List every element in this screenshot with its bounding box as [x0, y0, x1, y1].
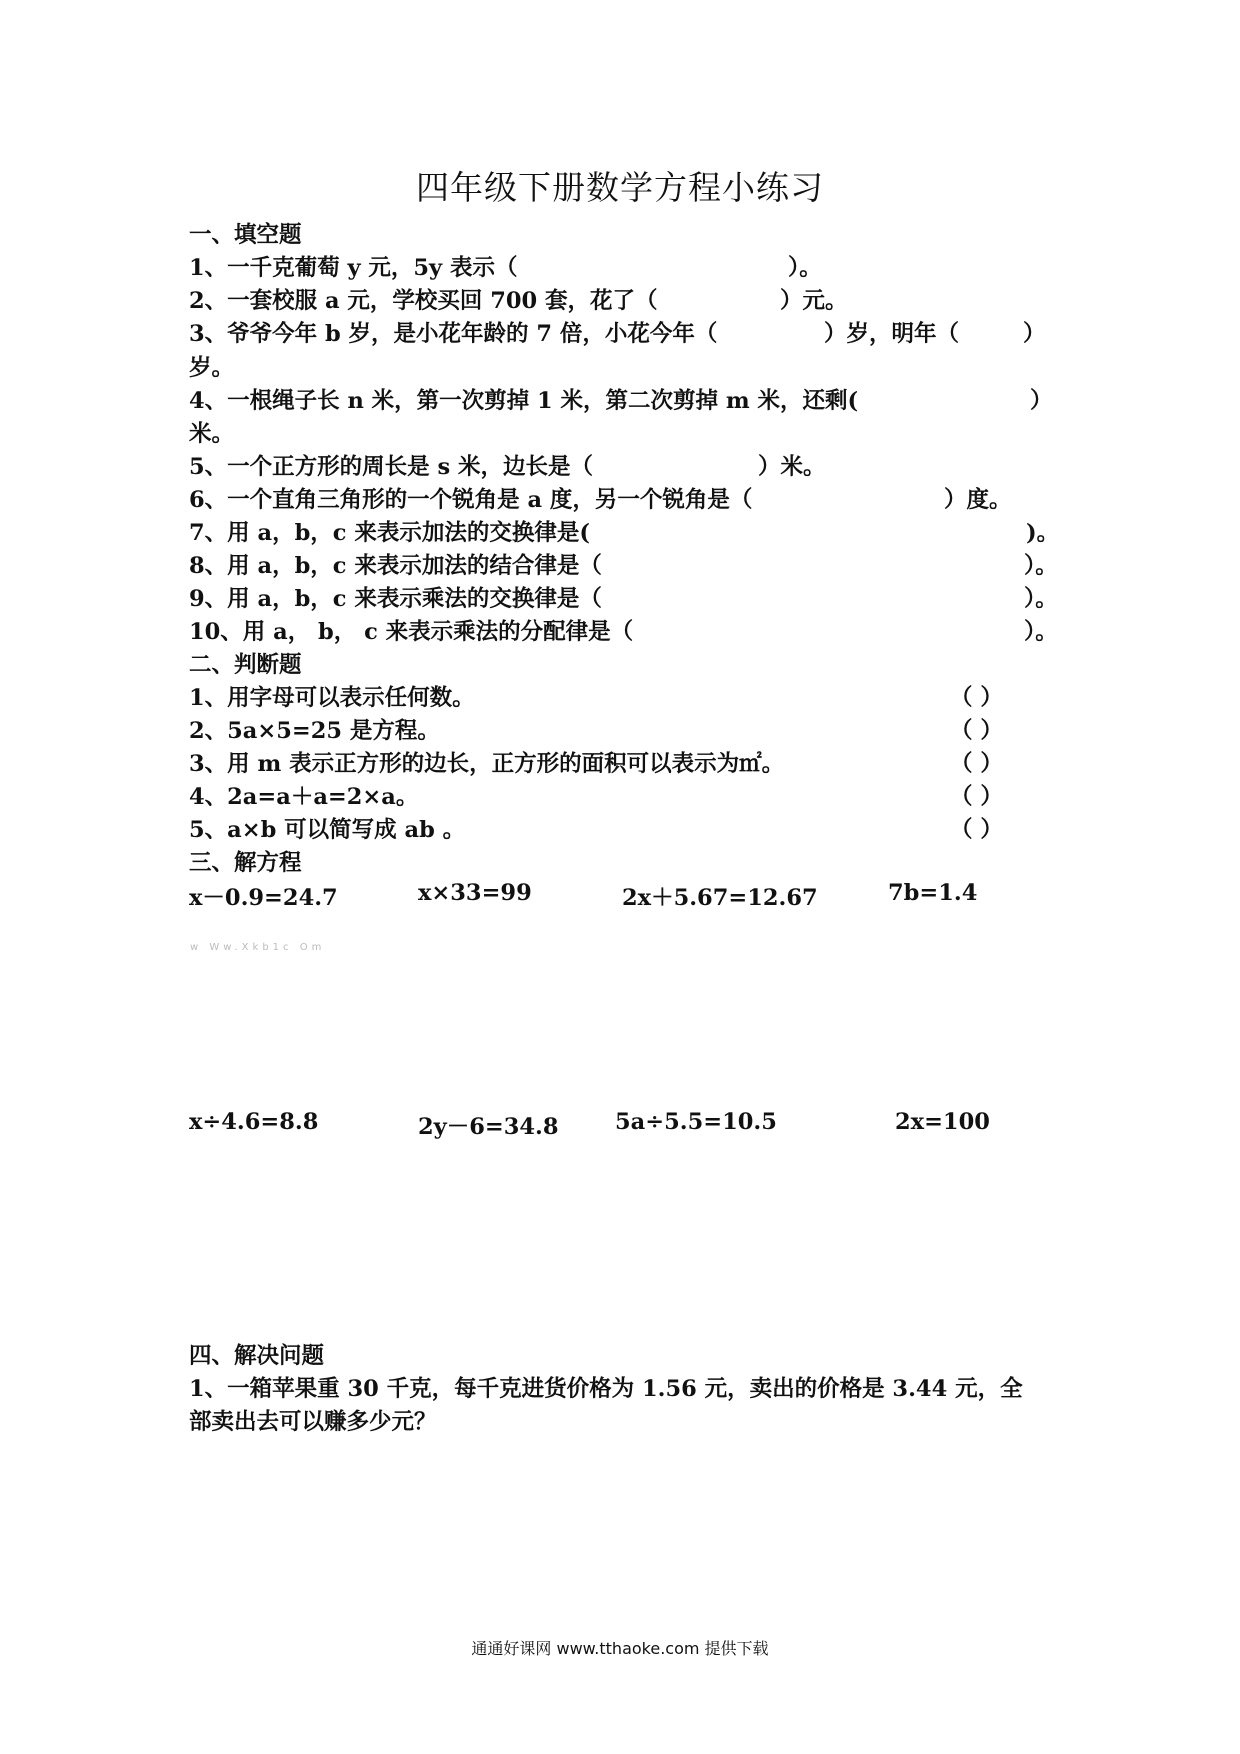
fill-question-1 [189, 250, 517, 282]
equation: 2x＋5.67=12.67 [622, 885, 818, 911]
question-text: 7、用 a，b，c 来表示加法的交换律是( [189, 520, 590, 546]
question-text: 10、用 a， b， c 来表示乘法的分配律是（ [189, 619, 634, 645]
close-paren: ）元。 [780, 288, 848, 314]
fill-question-8 [189, 548, 602, 580]
question-text: 5、一个正方形的周长是 s 米，边长是（ [189, 454, 593, 480]
question-text: 1、一千克葡萄 y 元，5y 表示（ [189, 255, 518, 281]
question-text: 2、一套校服 a 元，学校买回 700 套，花了（ [189, 288, 658, 314]
judge-item-3: 3、用 m 表示正方形的边长，正方形的面积可以表示为㎡。 [189, 751, 785, 777]
fill-question-9 [189, 581, 602, 613]
equation: x×33=99 [418, 880, 532, 906]
fill-question-3 [189, 316, 717, 348]
fill-question-7 [189, 515, 590, 547]
question-text: 3、爷爷今年 b 岁，是小花年龄的 7 倍，小花今年（ [189, 321, 718, 347]
word-problem-1-line-2: 部卖出去可以赚多少元？ [189, 1409, 437, 1435]
equation: x÷4.6=8.8 [189, 1109, 319, 1135]
close-paren: ）。 [1024, 586, 1058, 612]
equation: 7b=1.4 [888, 880, 978, 906]
equation: 5a÷5.5=10.5 [615, 1109, 777, 1135]
page-title: 四年级下册数学方程小练习 [416, 168, 824, 207]
section-heading-fill-blank: 一、填空题 [189, 222, 302, 248]
close-paren: ）岁，明年（ [824, 321, 960, 347]
answer-paren: （ ） [950, 718, 1003, 744]
watermark: w Ww.Xkb1c Om [190, 942, 326, 953]
footer-credit: 通通好课网 www.tthaoke.com 提供下载 [471, 1639, 769, 1658]
word-problem-1-line-1: 1、一箱苹果重 30 千克，每千克进货价格为 1.56 元，卖出的价格是 3.44 元，全 [189, 1376, 1023, 1402]
answer-paren: （ ） [950, 685, 1003, 711]
fill-question-6 [189, 482, 752, 514]
judge-item-1: 1、用字母可以表示任何数。 [189, 685, 475, 711]
answer-paren: （ ） [950, 751, 1003, 777]
question-text: 6、一个直角三角形的一个锐角是 a 度，另一个锐角是（ [189, 487, 753, 513]
close-paren: ）。 [1024, 619, 1058, 645]
section-heading-true-false: 二、判断题 [189, 652, 302, 678]
section-heading-solve-equations: 三、解方程 [189, 850, 302, 876]
close-paren: )。 [1026, 520, 1060, 546]
question-text: 9、用 a，b，c 来表示乘法的交换律是（ [189, 586, 602, 612]
close-paren: ） [1023, 321, 1046, 347]
fill-question-4 [189, 383, 858, 415]
section-heading-word-problems: 四、解决问题 [189, 1343, 325, 1369]
judge-item-4: 4、2a=a＋a=2×a。 [189, 784, 419, 810]
equation: 2y－6=34.8 [418, 1114, 559, 1140]
close-paren: ）。 [1024, 553, 1058, 579]
fill-question-5 [189, 449, 593, 481]
close-paren: ）度。 [944, 487, 1012, 513]
answer-paren: （ ） [950, 817, 1003, 843]
close-paren: ） [1030, 388, 1053, 414]
judge-item-5: 5、a×b 可以简写成 ab 。 [189, 817, 466, 843]
answer-paren: （ ） [950, 784, 1003, 810]
fill-question-4-cont: 米。 [189, 421, 235, 447]
equation: x－0.9=24.7 [189, 885, 338, 911]
close-paren: ）。 [788, 255, 822, 281]
fill-question-2 [189, 283, 658, 315]
question-text: 4、一根绳子长 n 米，第一次剪掉 1 米，第二次剪掉 m 米，还剩( [189, 388, 859, 414]
fill-question-10 [189, 614, 633, 646]
question-text: 8、用 a，b，c 来表示加法的结合律是（ [189, 553, 602, 579]
judge-item-2: 2、5a×5=25 是方程。 [189, 718, 440, 744]
equation: 2x=100 [895, 1109, 990, 1135]
fill-question-3-cont: 岁。 [189, 355, 235, 381]
close-paren: ）米。 [758, 454, 826, 480]
